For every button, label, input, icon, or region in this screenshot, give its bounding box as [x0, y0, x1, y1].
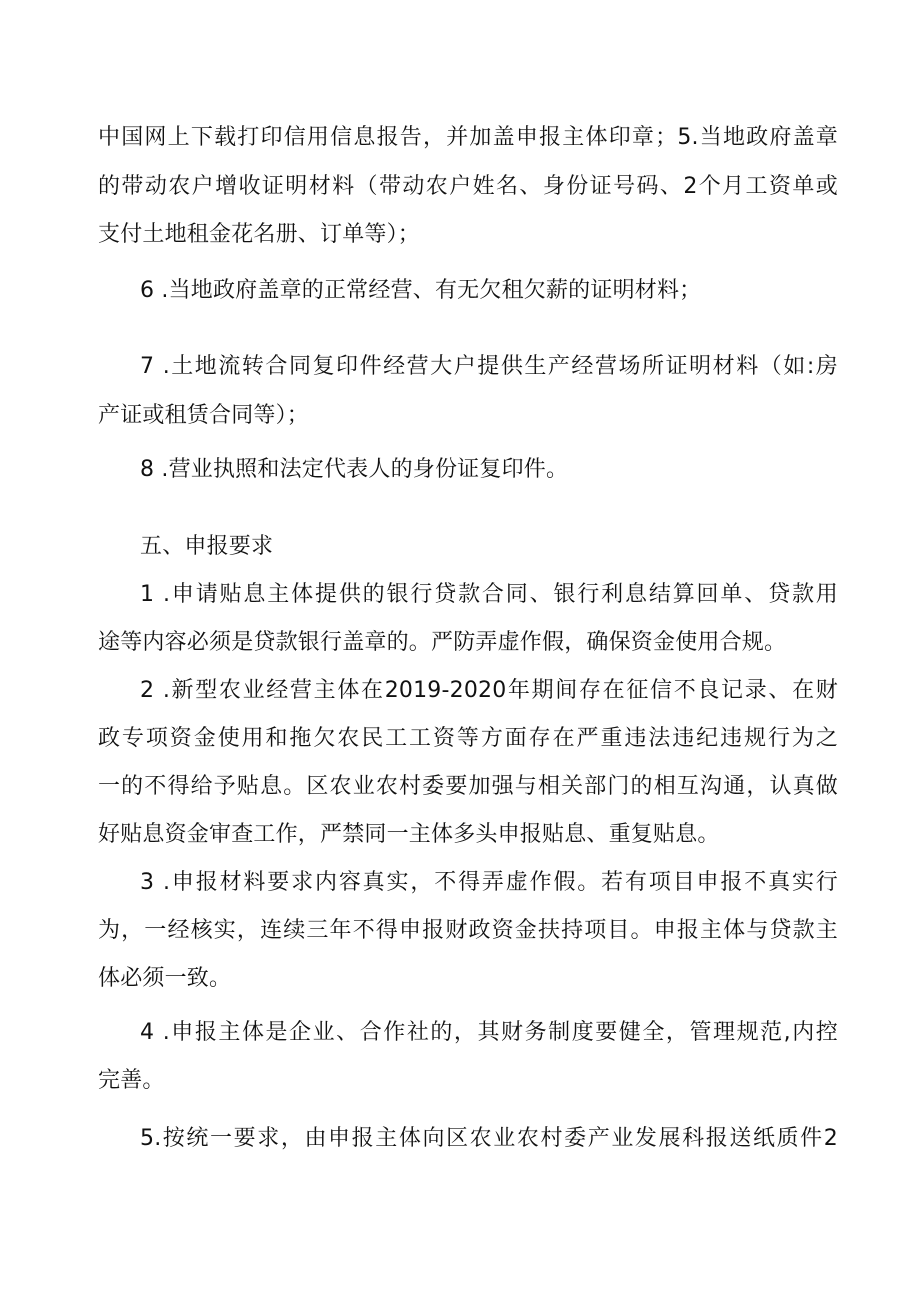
list-item-8: 8 .营业执照和法定代表人的身份证复印件。: [140, 457, 569, 482]
text-line: 完善。: [98, 1068, 165, 1093]
list-item-7: 7 .土地流转合同复印件经营大户提供生产经营场所证明材料（如:房: [140, 354, 838, 379]
text-line: 政专项资金使用和拖欠农民工工资等方面存在严重违法违纪违规行为之: [98, 726, 838, 751]
requirement-3: 3 .申报材料要求内容真实，不得弄虚作假。若有项目申报不真实行: [140, 870, 838, 895]
text-line: 为，一经核实，连续三年不得申报财政资金扶持项目。申报主体与贷款主: [98, 918, 838, 943]
text-line: 一的不得给予贴息。区农业农村委要加强与相关部门的相互沟通，认真做: [98, 774, 838, 799]
requirement-2: 2 .新型农业经营主体在2019-2020年期间存在征信不良记录、在财: [140, 678, 838, 703]
requirement-4: 4 .申报主体是企业、合作社的，其财务制度要健全，管理规范,内控: [140, 1020, 838, 1045]
text-line: 好贴息资金审查工作，严禁同一主体多头申报贴息、重复贴息。: [98, 822, 720, 847]
text-line: 途等内容必须是贷款银行盖章的。严防弄虚作假，确保资金使用合规。: [98, 630, 787, 655]
text-line: 中国网上下载打印信用信息报告，并加盖申报主体印章；5.当地政府盖章: [98, 125, 838, 150]
text-line: 支付土地租金花名册、订单等）；: [98, 222, 421, 247]
section-heading: 五、申报要求: [140, 534, 274, 559]
list-item-6: 6 .当地政府盖章的正常经营、有无欠租欠薪的证明材料；: [140, 278, 702, 303]
requirement-5: 5.按统一要求，由申报主体向区农业农村委产业发展科报送纸质件2: [140, 1126, 838, 1151]
text-line: 体必须一致。: [98, 966, 232, 991]
text-line: 产证或租赁合同等）；: [98, 403, 310, 428]
text-line: 的带动农户增收证明材料（带动农户姓名、身份证号码、2个月工资单或: [98, 174, 838, 199]
requirement-1: 1 .申请贴息主体提供的银行贷款合同、银行利息结算回单、贷款用: [140, 582, 838, 607]
